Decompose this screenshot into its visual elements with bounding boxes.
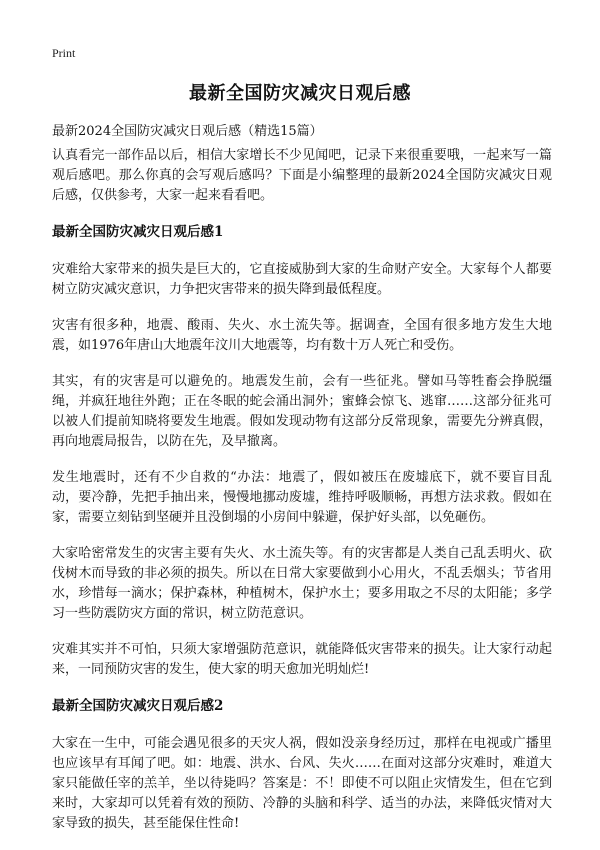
section-1-paragraph: 灾难给大家带来的损失是巨大的，它直接威胁到大家的生命财产安全。大家每个人都要树立防灾减灾意识，力争把灾害带来的损失降到最低程度。 xyxy=(52,262,552,297)
page-subtitle: 最新2024全国防灾减灾日观后感（精选15篇） xyxy=(52,124,323,139)
intro-paragraph: 认真看完一部作品以后，相信大家增长不少见闻吧，记录下来很重要哦，一起来写一篇观后感吧。那么你真的会写观后感吗？下面是小编整理的最新2024全国防灾减灾日观后感，仅供参考，大家一起来看看吧。 xyxy=(52,148,552,203)
section-1-paragraph: 灾难其实并不可怕，只须大家增强防范意识，就能降低灾害带来的损失。让大家行动起来，一同预防灾害的发生，使大家的明天愈加光明灿烂! xyxy=(52,642,552,677)
section-1-paragraph: 大家哈密常发生的灾害主要有失火、水土流失等。有的灾害都是人类自己乱丢明火、砍伐树木而导致的非必须的损失。所以在日常大家要做到小心用火，不乱丢烟头；节省用水，珍惜每一滴水；保护森林，种植树木，保护水土；要多用取之不尽的太阳能；多学习一些防震防灾方面的常识，树立防范意识。 xyxy=(52,546,552,621)
section-1-paragraph: 灾害有很多种，地震、酸雨、失火、水土流失等。据调查，全国有很多地方发生大地震，如1976年唐山大地震年汶川大地震等，均有数十万人死亡和受伤。 xyxy=(52,318,552,353)
page-title: 最新全国防灾减灾日观后感 xyxy=(189,83,411,104)
section-1-paragraph: 其实，有的灾害是可以避免的。地震发生前，会有一些征兆。譬如马等牲畜会挣脱缰绳，并疯狂地往外跑；正在冬眠的蛇会涌出洞外；蜜蜂会惊飞、逃窜……这部分征兆可以被人们提前知晓将要发生地震。假如发现动物有这部分反常现象，需要先分辨真假，再向地震局报告，以防在先，及早撤离。 xyxy=(52,374,552,449)
section-heading-1: 最新全国防灾减灾日观后感1 xyxy=(52,224,224,240)
print-link[interactable]: Print xyxy=(52,46,76,60)
section-heading-2: 最新全国防灾减灾日观后感2 xyxy=(52,698,224,714)
article-content xyxy=(52,146,552,850)
section-2-paragraph: 大家在一生中，可能会遇见很多的天灾人祸，假如没亲身经历过，那样在电视或广播里也应该早有耳闻了吧。如：地震、洪水、台风、失火……在面对这部分灾难时，难道大家只能做任宰的羔羊，坐以待毙吗？答案是：不！即使不可以阻止灾情发生，但在它到来时，大家却可以凭着有效的预防、冷静的头脑和科学、适当的办法，来降低灾情对大家导致的损失，甚至能保住性命! xyxy=(52,736,552,831)
section-1-paragraph: 发生地震时，还有不少自救的“办法：地震了，假如被压在废墟底下，就不要盲目乱动，要冷静，先把手抽出来，慢慢地挪动废墟，维持呼吸顺畅，再想方法求救。假如在家，需要立刻钻到坚硬并且没倒塌的小房间中躲避，保护好头部，以免砸伤。 xyxy=(52,470,552,525)
